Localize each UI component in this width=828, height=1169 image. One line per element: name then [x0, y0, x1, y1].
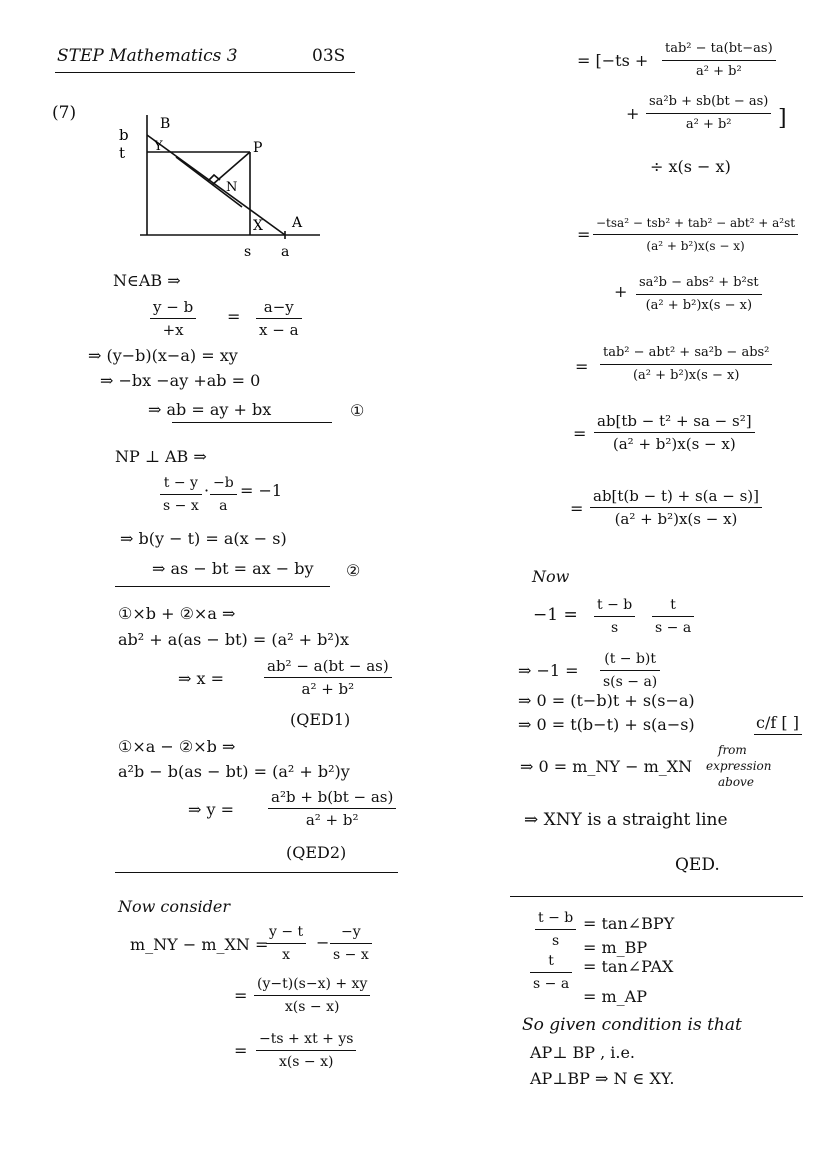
- y-fraction-num: a²b + b(bt − as): [268, 788, 396, 809]
- perp-fraction-1: [160, 474, 202, 515]
- ap-perp-bp: AP⊥ BP , i.e.: [530, 1043, 635, 1062]
- label-B: B: [160, 116, 171, 132]
- right-fraction-2: [646, 93, 771, 134]
- now-fraction-3: [600, 650, 660, 691]
- combination-2-result: a²b − b(as − bt) = (a² + b²)y: [118, 762, 350, 781]
- label-t: t: [119, 144, 126, 162]
- gradient-fraction-4-num: −ts + xt + ys: [256, 1030, 356, 1051]
- right-fraction-5-num: tab² − abt² + sa²b − abs²: [600, 344, 772, 365]
- right-fraction-4-num: sa²b − abs² + b²st: [636, 274, 762, 295]
- right-fraction-6-den: (a² + b²)x(s − x): [612, 435, 736, 453]
- right-eq-4: =: [573, 424, 587, 443]
- gradient-fraction-2: [330, 923, 372, 964]
- now-lhs: −1 =: [533, 605, 578, 625]
- equation-1-underline: [172, 422, 332, 423]
- label-a: a: [281, 244, 290, 260]
- perp-fraction-1-num: t − y: [160, 474, 202, 495]
- now-consider: Now consider: [118, 897, 230, 916]
- geometry-diagram: [110, 105, 330, 265]
- now-fraction-1: [594, 596, 635, 637]
- line-expand: ⇒ (y−b)(x−a) = xy: [88, 346, 238, 365]
- gradient-fraction-3-num: (y−t)(s−x) + xy: [254, 975, 370, 996]
- tan-bpy: = tan∠BPY: [583, 914, 675, 933]
- label-s: s: [244, 244, 252, 260]
- right-eq-1: = [−ts +: [577, 51, 649, 70]
- right-eq-2: =: [577, 225, 591, 244]
- equals-sign: =: [227, 307, 241, 326]
- fraction-2-num: a−y: [256, 298, 302, 319]
- right-fraction-1: [662, 40, 776, 81]
- line-ab: [147, 135, 285, 235]
- equation-2-tag: ②: [346, 561, 361, 580]
- right-fraction-6: [594, 412, 755, 453]
- right-fraction-3-den: (a² + b²)x(s − x): [646, 239, 745, 253]
- now-fraction-1-den: s: [611, 620, 619, 636]
- equals-b: =: [234, 1041, 248, 1060]
- fraction-2-den: x − a: [259, 321, 299, 339]
- fraction-1-den: +x: [162, 321, 184, 339]
- gradient-difference: m_NY − m_XN =: [130, 935, 269, 954]
- from-note-1: from: [718, 743, 747, 757]
- gradient-minus: −: [316, 933, 330, 952]
- equation-1: ⇒ ab = ay + bx: [148, 400, 272, 419]
- gradient-fraction-1-num: y − t: [266, 923, 306, 944]
- page-header-title: STEP Mathematics 3: [57, 46, 238, 66]
- y-fraction-den: a² + b²: [305, 811, 359, 829]
- n-in-ab: N∈AB ⇒: [113, 271, 181, 290]
- given-condition: So given condition is that: [522, 1015, 742, 1035]
- right-bracket: ]: [778, 106, 787, 131]
- gradient-fraction-4-den: x(s − x): [278, 1054, 334, 1070]
- gradient-fraction-3-den: x(s − x): [284, 999, 340, 1015]
- label-Y: Y: [154, 139, 163, 154]
- right-fraction-2-den: a² + b²: [685, 117, 732, 132]
- combination-1: ①×b + ②×a ⇒: [118, 604, 236, 623]
- left-section-divider: [115, 872, 398, 873]
- x-fraction-num: ab² − a(bt − as): [264, 657, 392, 678]
- perp-fraction-2-num: −b: [210, 474, 237, 495]
- now-label: Now: [532, 567, 570, 586]
- equation-2-underline: [115, 586, 330, 587]
- now-step-1: ⇒ −1 =: [518, 661, 579, 680]
- gradient-fraction-1: [266, 923, 306, 964]
- perp-fraction-2: [210, 474, 237, 515]
- right-eq-3: =: [575, 357, 589, 376]
- combination-2: ①×a − ②×b ⇒: [118, 737, 236, 756]
- qed-2: (QED2): [286, 843, 347, 862]
- right-fraction-5: [600, 344, 772, 385]
- now-fraction-2: [652, 596, 694, 637]
- header-underline: [55, 72, 355, 73]
- from-note-3: above: [718, 775, 754, 789]
- y-prefix: ⇒ y =: [188, 800, 235, 819]
- label-X: X: [253, 218, 263, 234]
- bp-fraction-num: t − b: [535, 909, 576, 930]
- gradient-fraction-1-den: x: [282, 947, 291, 963]
- m-bp: = m_BP: [583, 938, 648, 957]
- cf-note: c/f [ ]: [756, 713, 799, 732]
- fraction-1-num: y − b: [150, 298, 196, 319]
- right-fraction-1-num: tab² − ta(bt−as): [662, 40, 776, 61]
- right-fraction-1-den: a² + b²: [696, 64, 742, 79]
- right-fraction-2-num: sa²b + sb(bt − as): [646, 93, 771, 114]
- right-divide: ÷ x(s − x): [650, 157, 731, 176]
- from-note-2: expression: [706, 759, 772, 773]
- y-fraction: [268, 788, 396, 829]
- now-step-3: ⇒ 0 = t(b−t) + s(a−s): [518, 715, 695, 734]
- equation-2: ⇒ as − bt = ax − by: [152, 559, 314, 578]
- combination-1-result: ab² + a(as − bt) = (a² + b²)x: [118, 630, 350, 649]
- ap-fraction-den: s − a: [533, 976, 570, 992]
- label-P: P: [253, 140, 263, 156]
- bp-fraction-den: s: [552, 933, 560, 949]
- right-fraction-4: [636, 274, 762, 315]
- right-plus-2: +: [614, 282, 628, 301]
- m-ap: = m_AP: [583, 987, 647, 1006]
- line-simplify: ⇒ −bx −ay +ab = 0: [100, 371, 261, 390]
- now-fraction-1-num: t − b: [594, 596, 635, 617]
- right-fraction-6-num: ab[tb − t² + sa − s²]: [594, 412, 755, 433]
- np-perp-ab: NP ⊥ AB ⇒: [115, 447, 207, 466]
- perp-fraction-1-den: s − x: [163, 498, 199, 514]
- page-header-code: 03S: [312, 46, 346, 66]
- gradient-fraction-2-num: −y: [330, 923, 372, 944]
- right-fraction-3: [593, 214, 798, 255]
- gradient-fraction-2-den: s − x: [333, 947, 369, 963]
- now-fraction-3-num: (t − b)t: [600, 650, 660, 671]
- ap-fraction: [530, 952, 572, 993]
- label-b: b: [119, 126, 129, 144]
- right-fraction-7: [590, 487, 762, 528]
- now-fraction-2-den: s − a: [655, 620, 692, 636]
- question-number: (7): [52, 103, 77, 123]
- now-step-2: ⇒ 0 = (t−b)t + s(s−a): [518, 691, 695, 710]
- x-fraction-den: a² + b²: [301, 680, 355, 698]
- equals-a: =: [234, 986, 248, 1005]
- right-fraction-7-den: (a² + b²)x(s − x): [614, 510, 738, 528]
- x-fraction: [264, 657, 392, 698]
- fraction-1: [150, 298, 196, 339]
- perp-fraction-2-den: a: [219, 498, 228, 514]
- tan-pax: = tan∠PAX: [583, 957, 674, 976]
- right-eq-5: =: [570, 499, 584, 518]
- gradient-fraction-3: [254, 975, 370, 1016]
- fraction-2: [256, 298, 302, 339]
- x-prefix: ⇒ x =: [178, 669, 225, 688]
- right-fraction-7-num: ab[t(b − t) + s(a − s)]: [590, 487, 762, 508]
- right-plus-1: +: [626, 104, 640, 123]
- right-fraction-4-den: (a² + b²)x(s − x): [645, 298, 753, 313]
- final-statement: AP⊥BP ⇒ N ∈ XY.: [530, 1069, 675, 1088]
- right-fraction-3-num: −tsa² − tsb² + tab² − abt² + a²st: [593, 214, 798, 235]
- cf-underline: [754, 734, 802, 735]
- now-fraction-3-den: s(s − a): [603, 674, 658, 690]
- right-section-divider: [510, 896, 803, 897]
- equation-1-tag: ①: [350, 401, 365, 420]
- gradient-fraction-4: [256, 1030, 356, 1071]
- now-step-4: ⇒ 0 = m_NY − m_XN: [520, 757, 693, 776]
- qed-1: (QED1): [290, 710, 351, 729]
- conclusion: ⇒ XNY is a straight line: [524, 810, 728, 830]
- qed-final: QED.: [675, 855, 720, 875]
- bp-fraction: [535, 909, 576, 950]
- label-N: N: [226, 180, 238, 195]
- dot-operator: ·: [204, 481, 210, 500]
- ap-fraction-num: t: [530, 952, 572, 973]
- perp-equals: = −1: [240, 481, 283, 500]
- now-fraction-2-num: t: [652, 596, 694, 617]
- right-fraction-5-den: (a² + b²)x(s − x): [632, 368, 740, 383]
- label-A: A: [292, 215, 303, 231]
- line-perp-expand: ⇒ b(y − t) = a(x − s): [120, 529, 287, 548]
